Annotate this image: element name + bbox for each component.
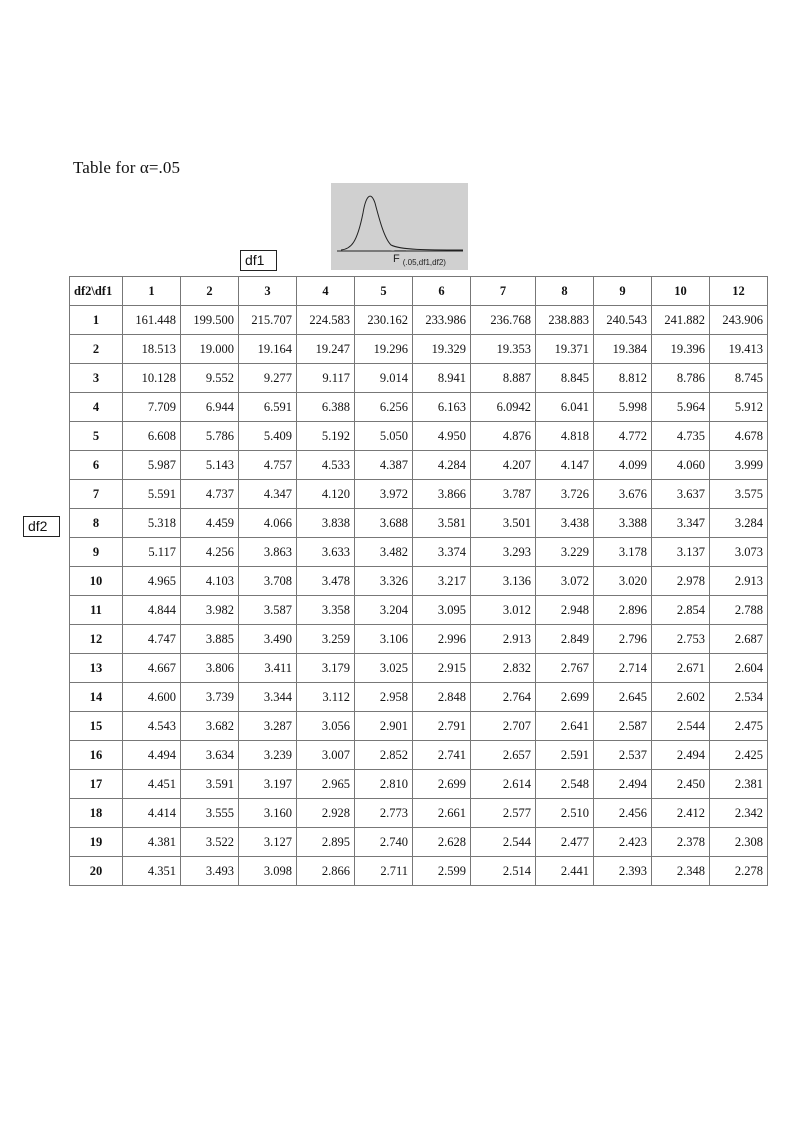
table-cell: 2.514 [471,857,536,886]
table-cell: 2.896 [594,596,652,625]
table-row [70,567,768,596]
table-cell: 4.284 [413,451,471,480]
table-cell: 2.866 [297,857,355,886]
table-cell: 215.707 [239,306,297,335]
table-cell: 2.699 [413,770,471,799]
table-row [70,509,768,538]
row-header: 1 [70,306,123,335]
table-cell: 3.676 [594,480,652,509]
table-cell: 8.745 [710,364,768,393]
table-cell: 3.137 [652,538,710,567]
column-header: 6 [413,277,471,306]
row-header: 13 [70,654,123,683]
table-cell: 4.844 [123,596,181,625]
table-cell: 19.000 [181,335,239,364]
table-cell: 4.060 [652,451,710,480]
f-label-main: F [393,253,400,265]
table-cell: 3.056 [297,712,355,741]
table-cell: 5.998 [594,393,652,422]
table-cell: 3.591 [181,770,239,799]
table-body [70,306,768,886]
table-cell: 3.838 [297,509,355,538]
table-cell: 4.747 [123,625,181,654]
table-cell: 2.661 [413,799,471,828]
table-cell: 243.906 [710,306,768,335]
table-cell: 3.726 [536,480,594,509]
table-cell: 3.178 [594,538,652,567]
table-cell: 3.095 [413,596,471,625]
table-row [70,625,768,654]
column-header: 3 [239,277,297,306]
table-cell: 4.066 [239,509,297,538]
table-cell: 4.757 [239,451,297,480]
table-cell: 3.012 [471,596,536,625]
table-row [70,683,768,712]
table-cell: 2.852 [355,741,413,770]
table-cell: 4.207 [471,451,536,480]
column-header: 4 [297,277,355,306]
table-cell: 4.543 [123,712,181,741]
table-cell: 238.883 [536,306,594,335]
f-distribution-figure [331,183,468,270]
table-cell: 2.791 [413,712,471,741]
table-cell: 3.229 [536,538,594,567]
table-cell: 3.358 [297,596,355,625]
table-row [70,654,768,683]
table-cell: 5.318 [123,509,181,538]
table-cell: 4.381 [123,828,181,857]
table-cell: 3.160 [239,799,297,828]
table-cell: 2.494 [594,770,652,799]
table-cell: 2.707 [471,712,536,741]
table-cell: 6.608 [123,422,181,451]
row-header: 17 [70,770,123,799]
table-cell: 3.293 [471,538,536,567]
table-cell: 4.387 [355,451,413,480]
table-cell: 2.641 [536,712,594,741]
table-row [70,741,768,770]
table-cell: 3.326 [355,567,413,596]
table-cell: 2.381 [710,770,768,799]
table-cell: 2.741 [413,741,471,770]
table-cell: 2.599 [413,857,471,886]
table-cell: 3.682 [181,712,239,741]
table-cell: 19.413 [710,335,768,364]
table-cell: 6.944 [181,393,239,422]
table-cell: 2.699 [536,683,594,712]
table-row [70,538,768,567]
table-cell: 2.614 [471,770,536,799]
row-header: 20 [70,857,123,886]
table-cell: 18.513 [123,335,181,364]
table-cell: 8.786 [652,364,710,393]
table-cell: 4.347 [239,480,297,509]
table-cell: 2.602 [652,683,710,712]
table-cell: 3.239 [239,741,297,770]
table-cell: 8.845 [536,364,594,393]
table-cell: 4.147 [536,451,594,480]
table-cell: 2.848 [413,683,471,712]
table-cell: 2.928 [297,799,355,828]
table-row [70,306,768,335]
table-cell: 4.818 [536,422,594,451]
table-cell: 2.714 [594,654,652,683]
table-cell: 2.494 [652,741,710,770]
row-header: 5 [70,422,123,451]
table-cell: 6.0942 [471,393,536,422]
table-cell: 2.810 [355,770,413,799]
table-cell: 2.788 [710,596,768,625]
table-cell: 6.163 [413,393,471,422]
table-cell: 3.575 [710,480,768,509]
table-cell: 3.637 [652,480,710,509]
table-cell: 3.885 [181,625,239,654]
table-cell: 4.678 [710,422,768,451]
table-row [70,480,768,509]
table-cell: 5.409 [239,422,297,451]
table-cell: 7.709 [123,393,181,422]
table-cell: 3.217 [413,567,471,596]
table-cell: 3.073 [710,538,768,567]
table-cell: 4.099 [594,451,652,480]
table-cell: 6.256 [355,393,413,422]
table-cell: 3.982 [181,596,239,625]
table-row [70,335,768,364]
table-cell: 2.687 [710,625,768,654]
table-cell: 9.117 [297,364,355,393]
table-cell: 3.347 [652,509,710,538]
table-cell: 2.412 [652,799,710,828]
column-header: 12 [710,277,768,306]
table-cell: 3.633 [297,538,355,567]
table-cell: 2.278 [710,857,768,886]
table-cell: 6.388 [297,393,355,422]
table-cell: 4.459 [181,509,239,538]
row-header: 4 [70,393,123,422]
table-cell: 199.500 [181,306,239,335]
table-cell: 3.863 [239,538,297,567]
table-cell: 3.555 [181,799,239,828]
table-cell: 2.308 [710,828,768,857]
table-cell: 3.522 [181,828,239,857]
f-label-subscript: (.05,df1,df2) [402,258,446,268]
table-cell: 5.192 [297,422,355,451]
table-cell: 2.425 [710,741,768,770]
table-cell: 2.587 [594,712,652,741]
table-cell: 4.120 [297,480,355,509]
row-header: 16 [70,741,123,770]
table-cell: 2.958 [355,683,413,712]
row-header: 12 [70,625,123,654]
table-cell: 3.581 [413,509,471,538]
table-row [70,712,768,741]
table-cell: 3.098 [239,857,297,886]
table-cell: 4.600 [123,683,181,712]
row-header: 3 [70,364,123,393]
table-cell: 236.768 [471,306,536,335]
column-header: 9 [594,277,652,306]
table-cell: 6.041 [536,393,594,422]
table-cell: 2.657 [471,741,536,770]
table-cell: 2.342 [710,799,768,828]
table-cell: 2.378 [652,828,710,857]
table-cell: 2.393 [594,857,652,886]
table-row [70,857,768,886]
row-header: 14 [70,683,123,712]
column-header: 8 [536,277,594,306]
table-cell: 3.688 [355,509,413,538]
table-cell: 2.591 [536,741,594,770]
table-cell: 3.972 [355,480,413,509]
table-row [70,799,768,828]
f-critical-value-label [393,253,446,267]
table-cell: 3.634 [181,741,239,770]
table-cell: 4.351 [123,857,181,886]
table-cell: 230.162 [355,306,413,335]
table-cell: 2.450 [652,770,710,799]
table-cell: 2.996 [413,625,471,654]
column-header: 7 [471,277,536,306]
table-cell: 2.645 [594,683,652,712]
table-cell: 3.999 [710,451,768,480]
table-cell: 4.735 [652,422,710,451]
table-cell: 19.164 [239,335,297,364]
page-title: Table for α=.05 [73,158,181,177]
table-row [70,596,768,625]
table-cell: 2.477 [536,828,594,857]
table-cell: 2.671 [652,654,710,683]
table-cell: 2.548 [536,770,594,799]
table-cell: 3.482 [355,538,413,567]
table-cell: 3.493 [181,857,239,886]
table-cell: 2.577 [471,799,536,828]
table-cell: 2.537 [594,741,652,770]
table-cell: 4.533 [297,451,355,480]
table-cell: 2.796 [594,625,652,654]
table-row [70,393,768,422]
table-row [70,422,768,451]
table-cell: 9.014 [355,364,413,393]
table-cell: 2.915 [413,654,471,683]
table-cell: 2.441 [536,857,594,886]
row-header: 19 [70,828,123,857]
table-cell: 2.510 [536,799,594,828]
table-cell: 4.876 [471,422,536,451]
table-cell: 3.259 [297,625,355,654]
table-cell: 4.667 [123,654,181,683]
table-cell: 4.451 [123,770,181,799]
row-header: 2 [70,335,123,364]
row-header: 11 [70,596,123,625]
table-cell: 5.912 [710,393,768,422]
header-row [70,277,768,306]
table-cell: 3.197 [239,770,297,799]
table-cell: 2.948 [536,596,594,625]
df2-label: df2 [23,516,60,537]
table-cell: 3.374 [413,538,471,567]
table-cell: 5.050 [355,422,413,451]
table-cell: 3.287 [239,712,297,741]
row-header: 7 [70,480,123,509]
table-cell: 2.978 [652,567,710,596]
column-header: 2 [181,277,239,306]
table-cell: 241.882 [652,306,710,335]
table-cell: 8.887 [471,364,536,393]
table-cell: 233.986 [413,306,471,335]
table-cell: 2.913 [471,625,536,654]
table-cell: 3.438 [536,509,594,538]
table-cell: 2.604 [710,654,768,683]
row-header: 15 [70,712,123,741]
table-cell: 9.552 [181,364,239,393]
row-header: 9 [70,538,123,567]
table-cell: 9.277 [239,364,297,393]
table-cell: 2.901 [355,712,413,741]
table-cell: 2.849 [536,625,594,654]
table-cell: 5.987 [123,451,181,480]
table-cell: 3.344 [239,683,297,712]
table-cell: 19.371 [536,335,594,364]
table-cell: 2.740 [355,828,413,857]
table-cell: 3.708 [239,567,297,596]
table-cell: 2.475 [710,712,768,741]
table-cell: 3.411 [239,654,297,683]
table-cell: 161.448 [123,306,181,335]
table-cell: 3.787 [471,480,536,509]
table-cell: 5.786 [181,422,239,451]
table-cell: 4.772 [594,422,652,451]
table-cell: 19.353 [471,335,536,364]
table-cell: 5.117 [123,538,181,567]
table-cell: 19.396 [652,335,710,364]
table-cell: 3.072 [536,567,594,596]
table-cell: 3.025 [355,654,413,683]
table-cell: 19.329 [413,335,471,364]
table-cell: 2.965 [297,770,355,799]
table-cell: 8.812 [594,364,652,393]
table-cell: 2.348 [652,857,710,886]
table-cell: 4.103 [181,567,239,596]
column-header: 10 [652,277,710,306]
table-cell: 3.490 [239,625,297,654]
table-cell: 3.136 [471,567,536,596]
table-cell: 3.204 [355,596,413,625]
column-header: 1 [123,277,181,306]
table-cell: 3.739 [181,683,239,712]
table-cell: 4.414 [123,799,181,828]
table-cell: 3.127 [239,828,297,857]
table-cell: 3.106 [355,625,413,654]
table-row [70,451,768,480]
table-cell: 19.247 [297,335,355,364]
table-cell: 2.544 [471,828,536,857]
table-cell: 3.007 [297,741,355,770]
table-cell: 5.964 [652,393,710,422]
table-cell: 3.284 [710,509,768,538]
table-row [70,364,768,393]
table-cell: 2.753 [652,625,710,654]
table-cell: 19.296 [355,335,413,364]
row-header: 6 [70,451,123,480]
table-cell: 2.764 [471,683,536,712]
table-cell: 2.711 [355,857,413,886]
table-cell: 2.895 [297,828,355,857]
table-row [70,828,768,857]
table-cell: 2.854 [652,596,710,625]
table-cell: 8.941 [413,364,471,393]
table-cell: 3.478 [297,567,355,596]
table-cell: 3.587 [239,596,297,625]
table-cell: 2.534 [710,683,768,712]
table-cell: 2.423 [594,828,652,857]
table-cell: 2.773 [355,799,413,828]
df1-label: df1 [240,250,277,271]
table-cell: 3.388 [594,509,652,538]
table-cell: 4.737 [181,480,239,509]
table-row [70,770,768,799]
table-cell: 10.128 [123,364,181,393]
table-cell: 4.965 [123,567,181,596]
table-cell: 3.866 [413,480,471,509]
table-cell: 5.143 [181,451,239,480]
table-cell: 4.950 [413,422,471,451]
table-cell: 2.544 [652,712,710,741]
table-cell: 2.913 [710,567,768,596]
table-cell: 224.583 [297,306,355,335]
table-cell: 5.591 [123,480,181,509]
table-cell: 2.628 [413,828,471,857]
table-cell: 2.767 [536,654,594,683]
row-header: 8 [70,509,123,538]
table-cell: 3.501 [471,509,536,538]
table-cell: 2.456 [594,799,652,828]
f-table [69,276,768,886]
table-cell: 4.494 [123,741,181,770]
table-cell: 4.256 [181,538,239,567]
table-cell: 3.020 [594,567,652,596]
table-cell: 3.179 [297,654,355,683]
table-cell: 19.384 [594,335,652,364]
table-cell: 6.591 [239,393,297,422]
table-cell: 2.832 [471,654,536,683]
row-header: 10 [70,567,123,596]
column-header: 5 [355,277,413,306]
row-header: 18 [70,799,123,828]
corner-header: df2\df1 [70,277,123,306]
table-cell: 3.806 [181,654,239,683]
table-cell: 240.543 [594,306,652,335]
table-cell: 3.112 [297,683,355,712]
